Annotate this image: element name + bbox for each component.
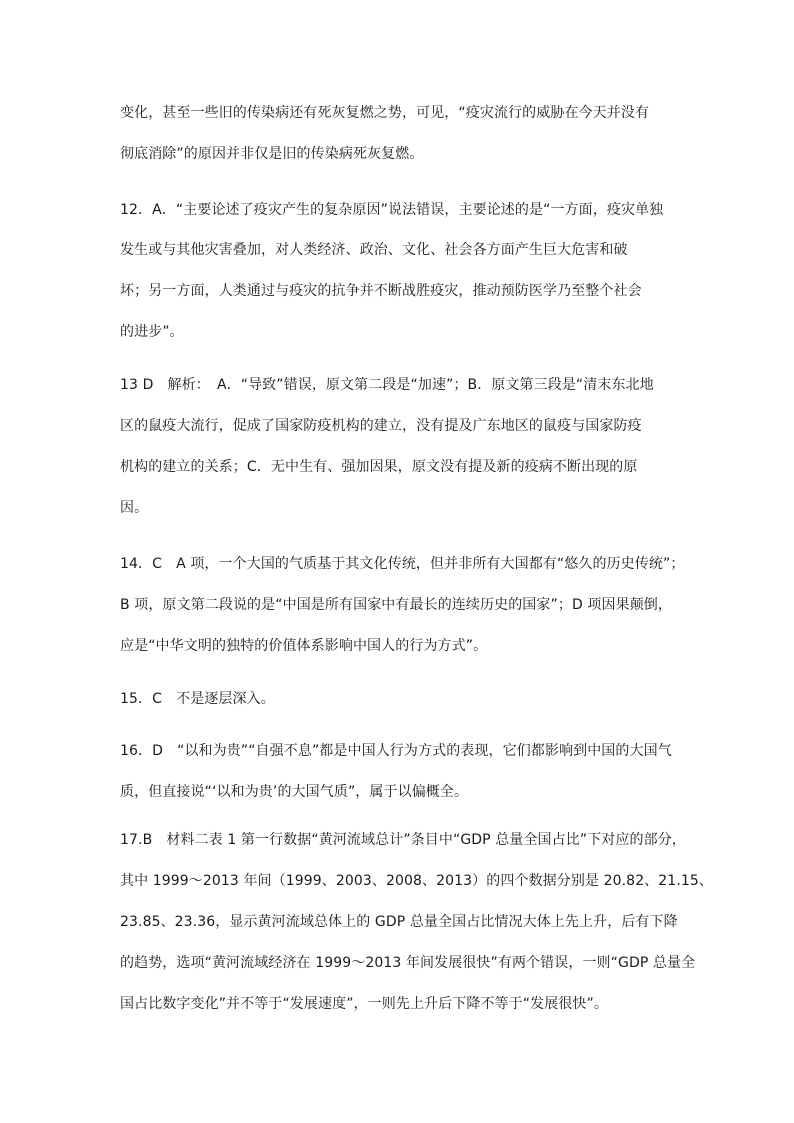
text-line: 15．C 不是逐层深入。 — [120, 691, 275, 707]
text-line: 的趋势，选项“黄河流域经济在 1999～2013 年间发展很快”有两个错误，一则“GDP 总量全 — [120, 955, 696, 971]
text-line: 机构的建立的关系；C．无中生有、强加因果，原文没有提及新的疫病不断出现的原 — [120, 459, 638, 475]
text-line: 国占比数字变化”并不等于“发展速度”，一则先上升后下降不等于“发展很快”。 — [120, 996, 608, 1012]
text-line: 彻底消除”的原因并非仅是旧的传染病死灰复燃。 — [120, 146, 424, 162]
text-line: 应是“中华文明的独特的价值体系影响中国人的行为方式”。 — [120, 638, 488, 654]
text-line: 17.B 材料二表 1 第一行数据“黄河流域总计”条目中“GDP 总量全国占比”下对应的部分， — [120, 832, 686, 848]
text-line: 的进步”。 — [120, 324, 184, 340]
paragraph-q12 — [120, 200, 680, 342]
paragraph-q16 — [120, 741, 680, 802]
text-line: 23.85、23.36，显示黄河流域总体上的 GDP 总量全国占比情况大体上先上升，后有下降 — [120, 914, 678, 930]
paragraph-q13 — [120, 375, 680, 518]
text-line: 发生或与其他灾害叠加，对人类经济、政治、文化、社会各方面产生巨大危害和破 — [120, 242, 628, 258]
text-line: 13 D 解析： A．“导致”错误，原文第二段是“加速”；B．原文第三段是“清末东北地 — [120, 377, 654, 393]
text-line: 坏；另一方面，人类通过与疫灾的抗争并不断战胜疫灾，推动预防医学乃至整个社会 — [120, 283, 642, 299]
text-line: 区的鼠疫大流行，促成了国家防疫机构的建立，没有提及广东地区的鼠疫与国家防疫 — [120, 418, 642, 434]
paragraph-q14 — [120, 554, 685, 656]
paragraph-q15 — [120, 689, 680, 709]
paragraph-q17 — [120, 830, 713, 1014]
text-line: 16．D “以和为贵”“自强不息”都是中国人行为方式的表现，它们都影响到中国的大国气 — [120, 743, 672, 759]
paragraph-intro — [120, 103, 680, 164]
text-line: 变化，甚至一些旧的传染病还有死灰复燃之势，可见，“疫灾流行的威胁在今天并没有 — [120, 105, 650, 121]
text-line: B 项，原文第二段说的是“中国是所有国家中有最长的连续历史的国家”；D 项因果颠倒， — [120, 597, 672, 613]
text-line: 14．C A 项，一个大国的气质基于其文化传统，但并非所有大国都有“悠久的历史传统”； — [120, 556, 685, 572]
text-line: 12．A．“主要论述了疫灾产生的复杂原因”说法错误，主要论述的是“一方面，疫灾单独 — [120, 202, 664, 218]
text-line: 质，但直接说“‘以和为贵’的大国气质”，属于以偏概全。 — [120, 784, 469, 800]
text-line: 因。 — [120, 500, 149, 516]
text-line: 其中 1999～2013 年间（1999、2003、2008、2013）的四个数据分别是 20.82、21.15、 — [120, 873, 713, 889]
